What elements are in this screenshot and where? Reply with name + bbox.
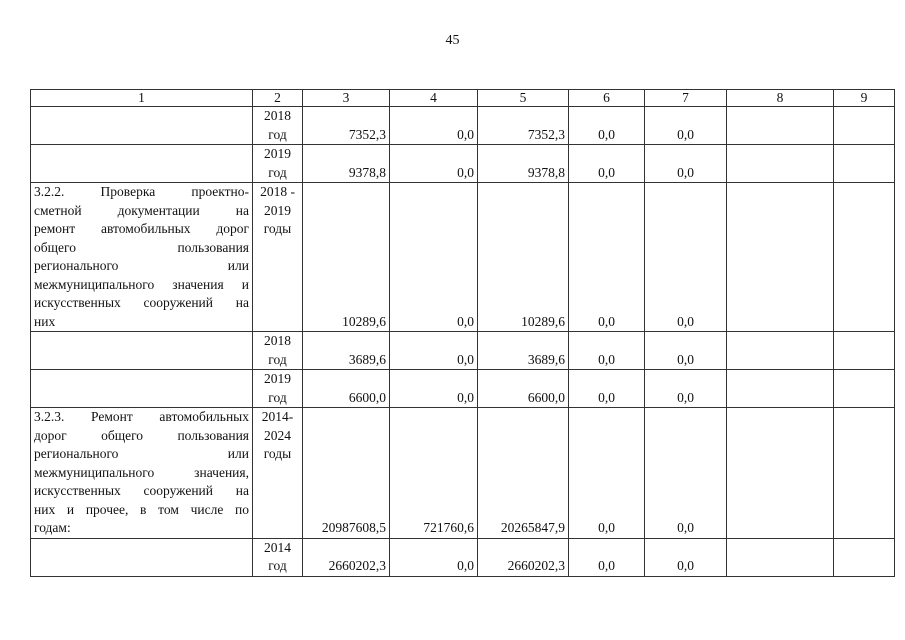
total-value: 9378,8 (303, 145, 390, 183)
description-line: них и прочее, в том числе по (34, 501, 249, 517)
col8-cell (727, 183, 834, 332)
regional-value: 10289,6 (478, 183, 569, 332)
col8-cell (727, 408, 834, 539)
federal-value: 0,0 (390, 332, 478, 370)
table-row (31, 183, 895, 332)
regional-value: 9378,8 (478, 145, 569, 183)
description-line: межмуниципального значения, (34, 464, 249, 480)
row-description (31, 145, 253, 183)
col8-cell (727, 145, 834, 183)
total-value: 3689,6 (303, 332, 390, 370)
row-description (31, 107, 253, 145)
other-value: 0,0 (645, 332, 727, 370)
total-value: 2660202,3 (303, 538, 390, 576)
other-value: 0,0 (645, 183, 727, 332)
row-period (253, 408, 303, 539)
col9-cell (834, 183, 895, 332)
col-header-3: 3 (303, 90, 390, 107)
description-line: искусственных сооружений на (34, 483, 249, 498)
row-description (31, 183, 253, 332)
period-line: годы (263, 221, 292, 236)
description-line: дорог общего пользования (34, 427, 249, 443)
col8-cell (727, 332, 834, 370)
page-number: 45 (445, 33, 460, 48)
table-body (31, 107, 895, 577)
col9-cell (834, 370, 895, 408)
col-header-6: 6 (569, 90, 645, 107)
period-line: 2018 - (260, 184, 295, 199)
local-value: 0,0 (569, 145, 645, 183)
local-value: 0,0 (569, 370, 645, 408)
total-value: 10289,6 (303, 183, 390, 332)
local-value: 0,0 (569, 408, 645, 539)
period-line: год (268, 389, 287, 405)
local-value: 0,0 (569, 538, 645, 576)
period-line: год (268, 126, 287, 142)
period-line: год (268, 164, 287, 180)
description-line: сметной документации на (34, 202, 249, 218)
row-period (253, 183, 303, 332)
row-period (253, 145, 303, 183)
col9-cell (834, 107, 895, 145)
row-period (253, 370, 303, 408)
federal-value: 0,0 (390, 370, 478, 408)
col-header-1: 1 (31, 90, 253, 107)
col9-cell (834, 332, 895, 370)
local-value: 0,0 (569, 332, 645, 370)
table-row (31, 538, 895, 576)
table-row (31, 370, 895, 408)
description-line: 3.2.2. Проверка проектно- (34, 184, 249, 199)
col9-cell (834, 408, 895, 539)
period-line: 2019 (264, 202, 291, 218)
period-line: 2018 (264, 333, 291, 348)
period-line: 2014 (264, 539, 291, 555)
table-row (31, 332, 895, 370)
period-line: 2019 (264, 146, 291, 161)
federal-value: 0,0 (390, 107, 478, 145)
row-period (253, 107, 303, 145)
col9-cell (834, 145, 895, 183)
period-line: год (268, 558, 287, 573)
col-header-7: 7 (645, 90, 727, 107)
description-line: годам: (34, 520, 71, 535)
description-line: ремонт автомобильных дорог (34, 221, 249, 236)
regional-value: 7352,3 (478, 107, 569, 145)
other-value: 0,0 (645, 107, 727, 145)
row-description (31, 370, 253, 408)
col-header-9: 9 (834, 90, 895, 107)
description-line: 3.2.3. Ремонт автомобильных (34, 409, 249, 424)
other-value: 0,0 (645, 370, 727, 408)
description-line: них (34, 313, 56, 329)
col-header-8: 8 (727, 90, 834, 107)
period-line: годы (263, 446, 292, 461)
col8-cell (727, 538, 834, 576)
regional-value: 6600,0 (478, 370, 569, 408)
row-description (31, 408, 253, 539)
row-description (31, 332, 253, 370)
federal-value: 0,0 (390, 145, 478, 183)
total-value: 7352,3 (303, 107, 390, 145)
federal-value: 0,0 (390, 183, 478, 332)
description-line: межмуниципального значения и (34, 276, 249, 292)
description-line: общего пользования (34, 239, 249, 255)
period-line: 2018 (264, 108, 291, 123)
local-value: 0,0 (569, 107, 645, 145)
description-line: регионального или (34, 446, 249, 461)
row-description (31, 538, 253, 576)
other-value: 0,0 (645, 538, 727, 576)
col-header-4: 4 (390, 90, 478, 107)
period-line: 2019 (264, 371, 291, 386)
budget-table (30, 89, 895, 577)
description-line: регионального или (34, 258, 249, 273)
row-period (253, 538, 303, 576)
table-row (31, 107, 895, 145)
total-value: 6600,0 (303, 370, 390, 408)
table-row (31, 408, 895, 539)
local-value: 0,0 (569, 183, 645, 332)
col9-cell (834, 538, 895, 576)
row-period (253, 332, 303, 370)
regional-value: 2660202,3 (478, 538, 569, 576)
federal-value: 721760,6 (390, 408, 478, 539)
regional-value: 3689,6 (478, 332, 569, 370)
other-value: 0,0 (645, 408, 727, 539)
col-header-5: 5 (478, 90, 569, 107)
federal-value: 0,0 (390, 538, 478, 576)
other-value: 0,0 (645, 145, 727, 183)
description-line: искусственных сооружений на (34, 295, 249, 310)
period-line: 2014- (261, 409, 294, 424)
period-line: 2024 (264, 427, 291, 443)
header-row (31, 90, 895, 107)
total-value: 20987608,5 (303, 408, 390, 539)
table-row (31, 145, 895, 183)
period-line: год (268, 351, 287, 367)
regional-value: 20265847,9 (478, 408, 569, 539)
col8-cell (727, 107, 834, 145)
col-header-2: 2 (253, 90, 303, 107)
col8-cell (727, 370, 834, 408)
